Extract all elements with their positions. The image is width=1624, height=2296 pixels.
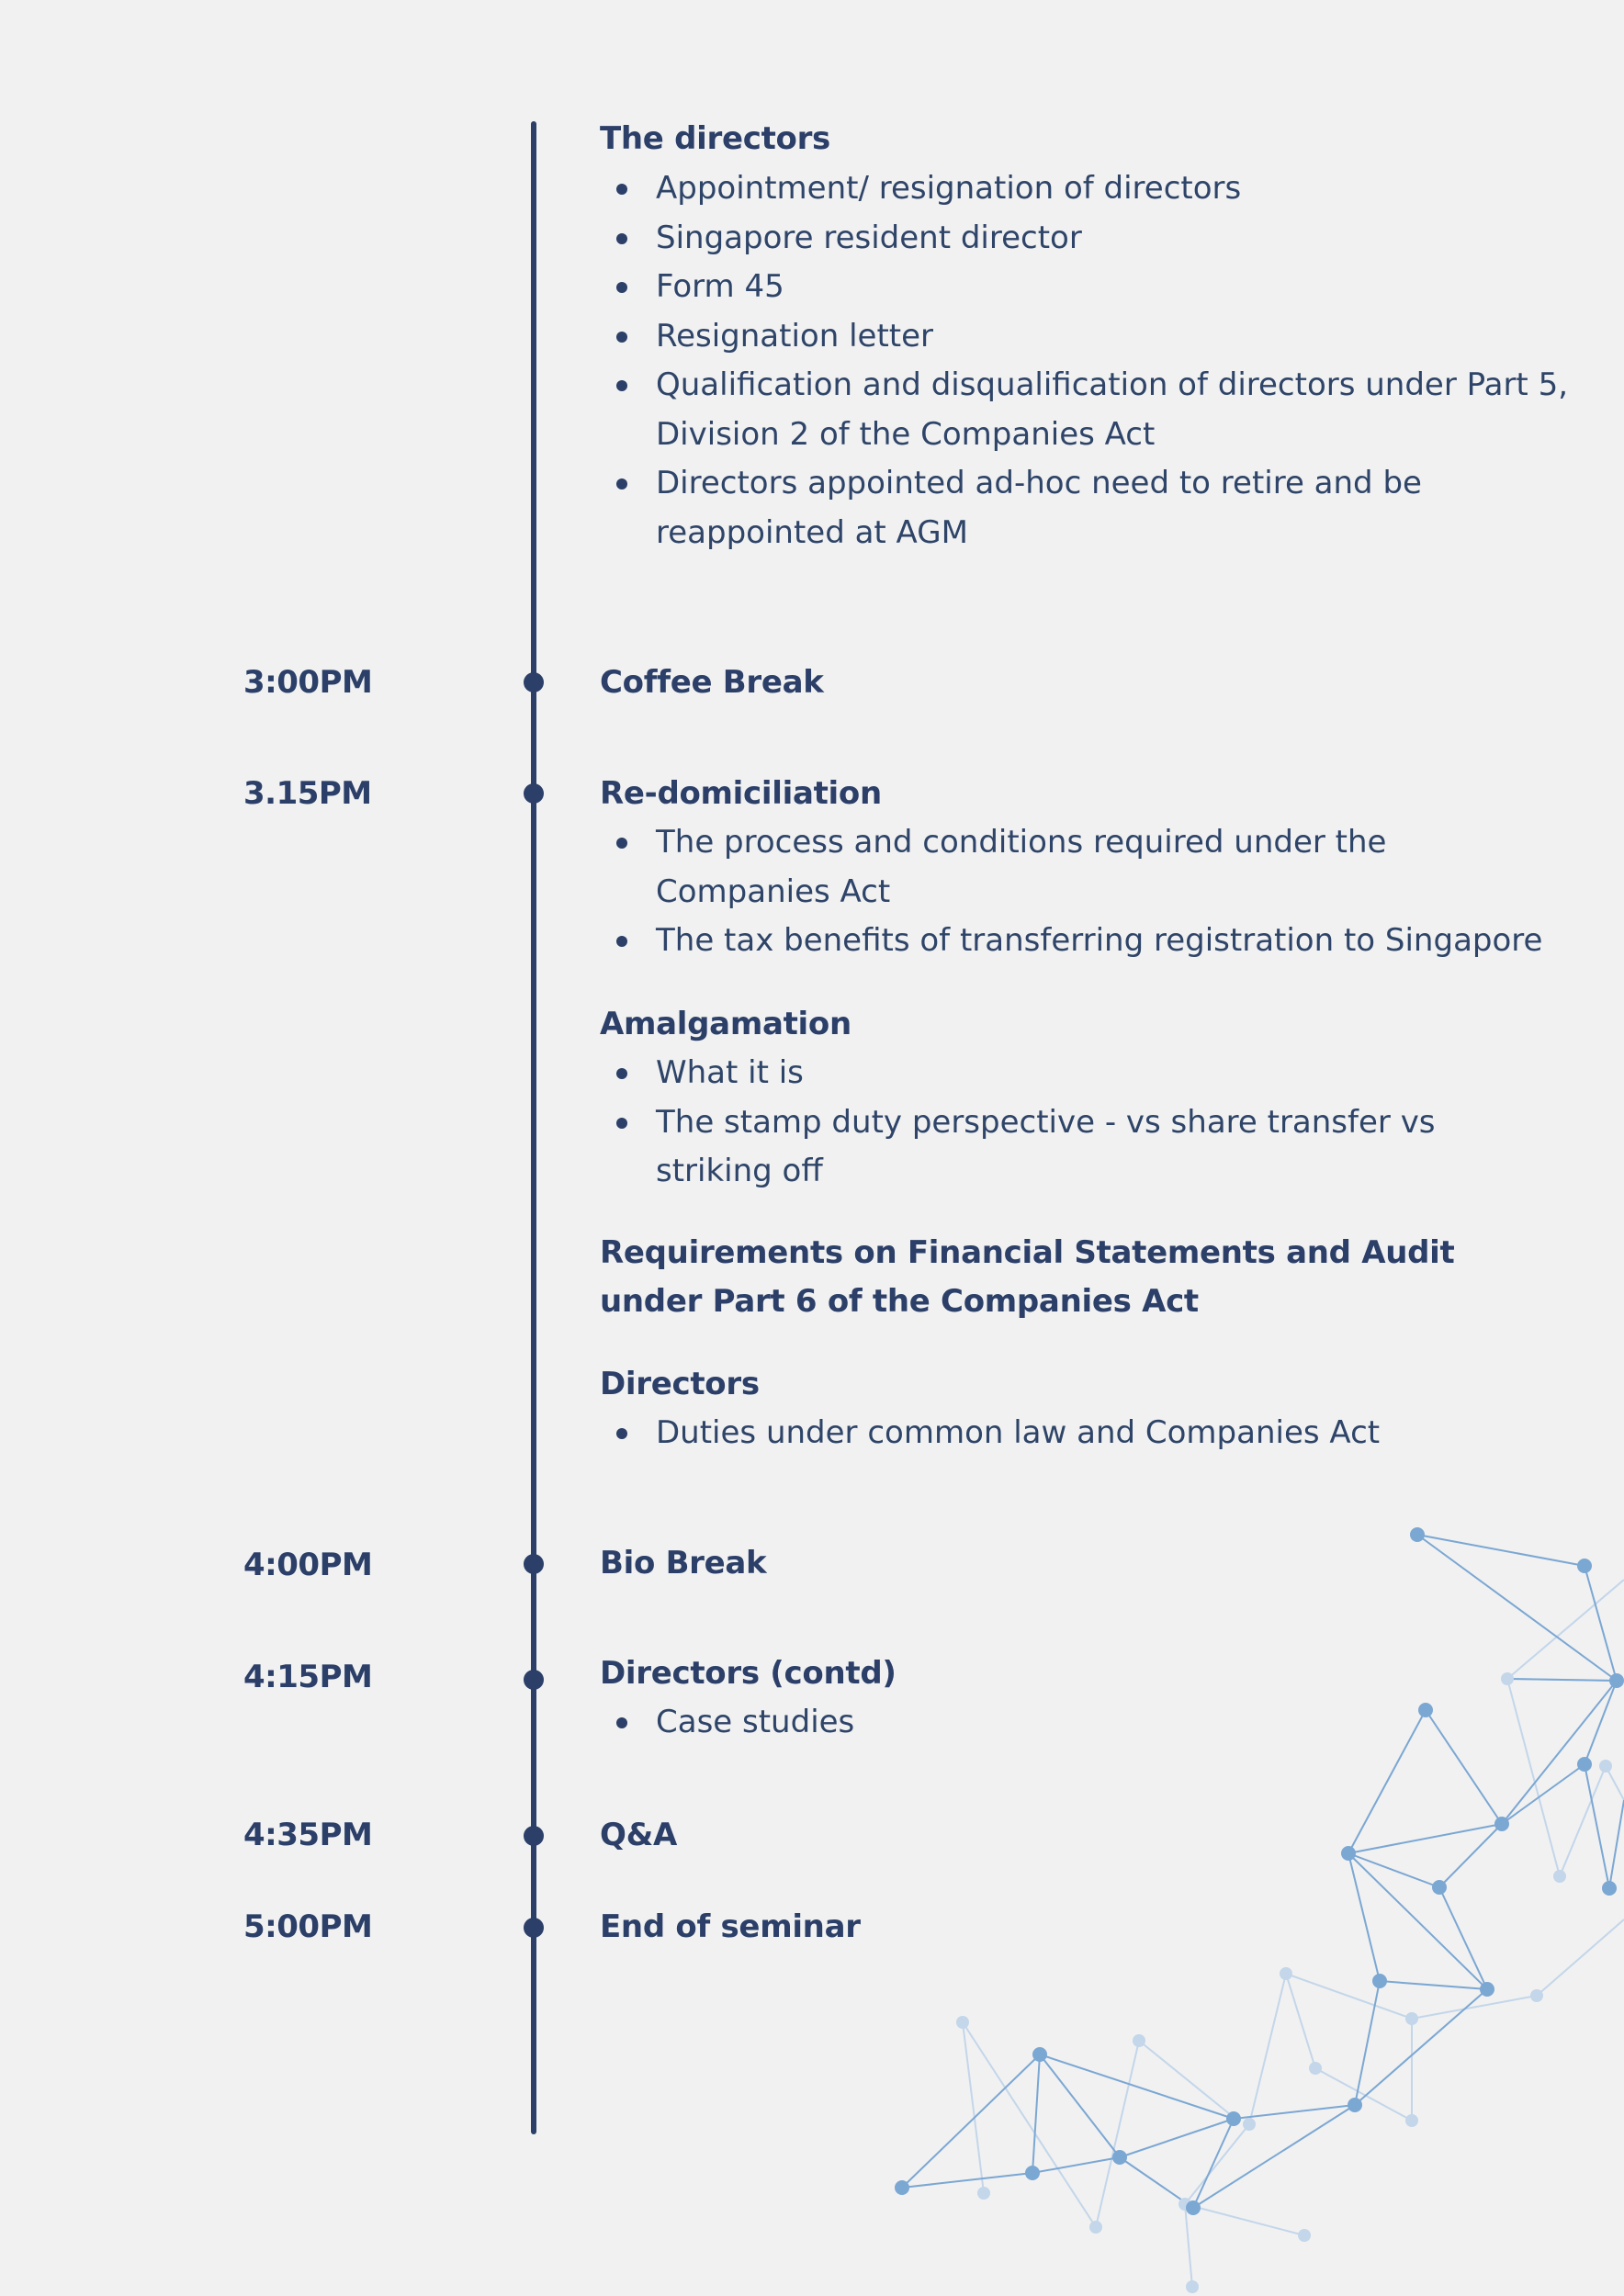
timeline-dot bbox=[524, 1670, 544, 1690]
section-heading-requirements: Requirements on Financial Statements and Audit under Part 6 of the Companies Act bbox=[600, 1234, 1455, 1320]
section-heading-directors: The directors bbox=[600, 120, 830, 157]
redomiciliation-list bbox=[600, 818, 1601, 966]
section-heading-redomiciliation: Re-domiciliation bbox=[600, 775, 882, 812]
section-heading-bio-break: Bio Break bbox=[600, 1545, 767, 1581]
list-item: Duties under common law and Companies Act bbox=[600, 1409, 1573, 1458]
directors-contd-list bbox=[600, 1698, 1573, 1748]
time-label: 3:00PM bbox=[243, 664, 373, 701]
timeline-dot bbox=[524, 1918, 544, 1938]
list-item: Resignation letter bbox=[600, 312, 1573, 362]
time-label: 4:15PM bbox=[243, 1659, 373, 1695]
time-label: 4:35PM bbox=[243, 1817, 373, 1853]
timeline-dot bbox=[524, 672, 544, 692]
directors-list bbox=[600, 164, 1573, 557]
timeline-dot bbox=[524, 1826, 544, 1846]
time-label: 5:00PM bbox=[243, 1908, 373, 1945]
list-item: Directors appointed ad-hoc need to retire and be reappointed at AGM bbox=[600, 459, 1573, 557]
list-item: The stamp duty perspective - vs share transfer vs striking off bbox=[600, 1098, 1455, 1197]
list-item: What it is bbox=[600, 1049, 1528, 1098]
time-label: 4:00PM bbox=[243, 1547, 373, 1583]
list-item: Appointment/ resignation of directors bbox=[600, 164, 1573, 214]
list-item: The tax benefits of transferring registration to Singapore bbox=[600, 917, 1601, 966]
timeline-dot bbox=[524, 1554, 544, 1574]
directors-duties-list bbox=[600, 1409, 1573, 1458]
list-item: Singapore resident director bbox=[600, 214, 1573, 264]
list-item: Form 45 bbox=[600, 263, 1573, 312]
list-item: Qualification and disqualification of directors under Part 5, Division 2 of the Companies Act bbox=[600, 361, 1573, 459]
list-item: The process and conditions required under the Companies Act bbox=[600, 818, 1455, 917]
time-label: 3.15PM bbox=[243, 775, 372, 812]
section-heading-end-of-seminar: End of seminar bbox=[600, 1908, 861, 1945]
amalgamation-list bbox=[600, 1049, 1528, 1197]
section-heading-directors-duties: Directors bbox=[600, 1366, 760, 1402]
section-heading-qa: Q&A bbox=[600, 1817, 677, 1853]
timeline-dot bbox=[524, 783, 544, 804]
section-heading-amalgamation: Amalgamation bbox=[600, 1006, 851, 1042]
section-heading-coffee-break: Coffee Break bbox=[600, 664, 824, 701]
section-heading-directors-contd: Directors (contd) bbox=[600, 1655, 897, 1692]
list-item: Case studies bbox=[600, 1698, 1573, 1748]
